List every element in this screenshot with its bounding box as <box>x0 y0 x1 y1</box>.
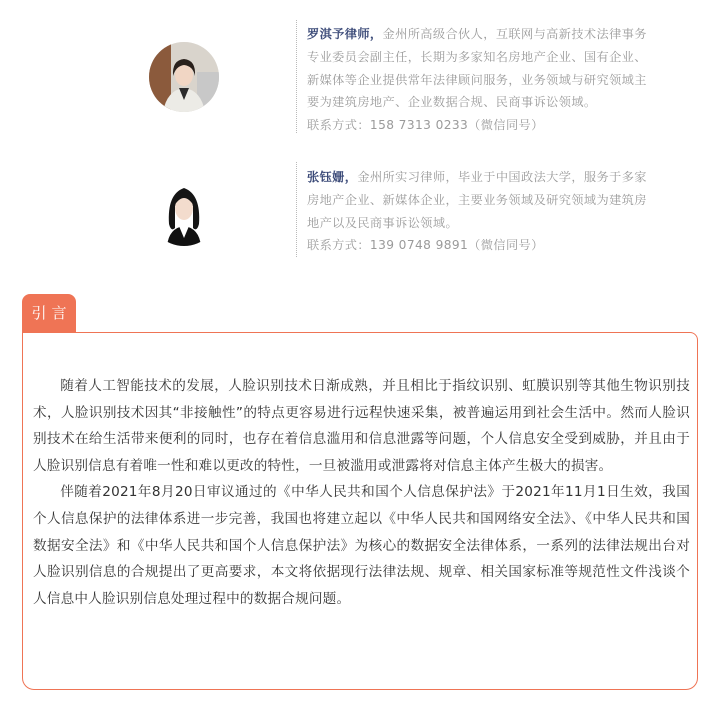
avatar-lawyer-1 <box>149 42 219 112</box>
introduction-paragraph-2: 伴随着2021年8月20日审议通过的《中华人民共和国个人信息保护法》于2021年11月1日生效，我国个人信息保护的法律体系进一步完善，我国也将建立起以《中华人民共和国网络安全法》、《中华人民共和国数据安全法》和《中华人民共和国个人信息保护法》为核心的数据安全法律体系，一系列的法律法规出台对人脸识别信息的合规提出了更高要求，本文将依据现行法律法规、规章、相关国家标准等规范性文件浅谈个人信息中人脸识别信息处理过程中的数据合规问题。 <box>33 484 690 607</box>
introduction-paragraph-1: 随着人工智能技术的发展，人脸识别技术日渐成熟，并且相比于指纹识别、虹膜识别等其他生物识别技术，人脸识别技术因其“非接触性”的特点更容易进行远程快速采集，被普遍运用到社会生活中。然而人脸识别技术在给生活带来便利的同时，也存在着信息滥用和信息泄露等问题，个人信息安全受到威胁，并且由于人脸识别信息有着唯一性和难以更改的特性，一旦被滥用或泄露将对信息主体产生极大的损害。 <box>33 378 690 474</box>
profile-description-2: 金州所实习律师，毕业于中国政法大学，服务于多家房地产企业、新媒体企业，主要业务领域及研究领域为建筑房地产以及民商事诉讼领域。 <box>307 170 647 230</box>
section-tab-introduction: 引言 <box>22 294 76 333</box>
profile-contact-2: 联系方式：139 0748 9891（微信同号） <box>307 238 544 253</box>
profile-name-2: 张钰姗， <box>307 170 358 184</box>
profile-bio-1 <box>307 23 652 137</box>
avatar-lawyer-2 <box>149 176 219 246</box>
profile-description-1: 金州所高级合伙人，互联网与高新技术法律事务专业委员会副主任，长期为多家知名房地产企业、国有企业、新媒体等企业提供常年法律顾问服务，业务领域与研究领域主要为建筑房地产、企业数据合规、民商事诉讼领域。 <box>307 27 647 110</box>
introduction-body <box>33 373 690 612</box>
profile-bio-2 <box>307 166 652 257</box>
profile-name-1: 罗淇予律师， <box>307 27 383 41</box>
profile-divider-1 <box>296 20 297 133</box>
profile-divider-2 <box>296 162 297 257</box>
profile-contact-1: 联系方式：158 7313 0233（微信同号） <box>307 118 544 133</box>
